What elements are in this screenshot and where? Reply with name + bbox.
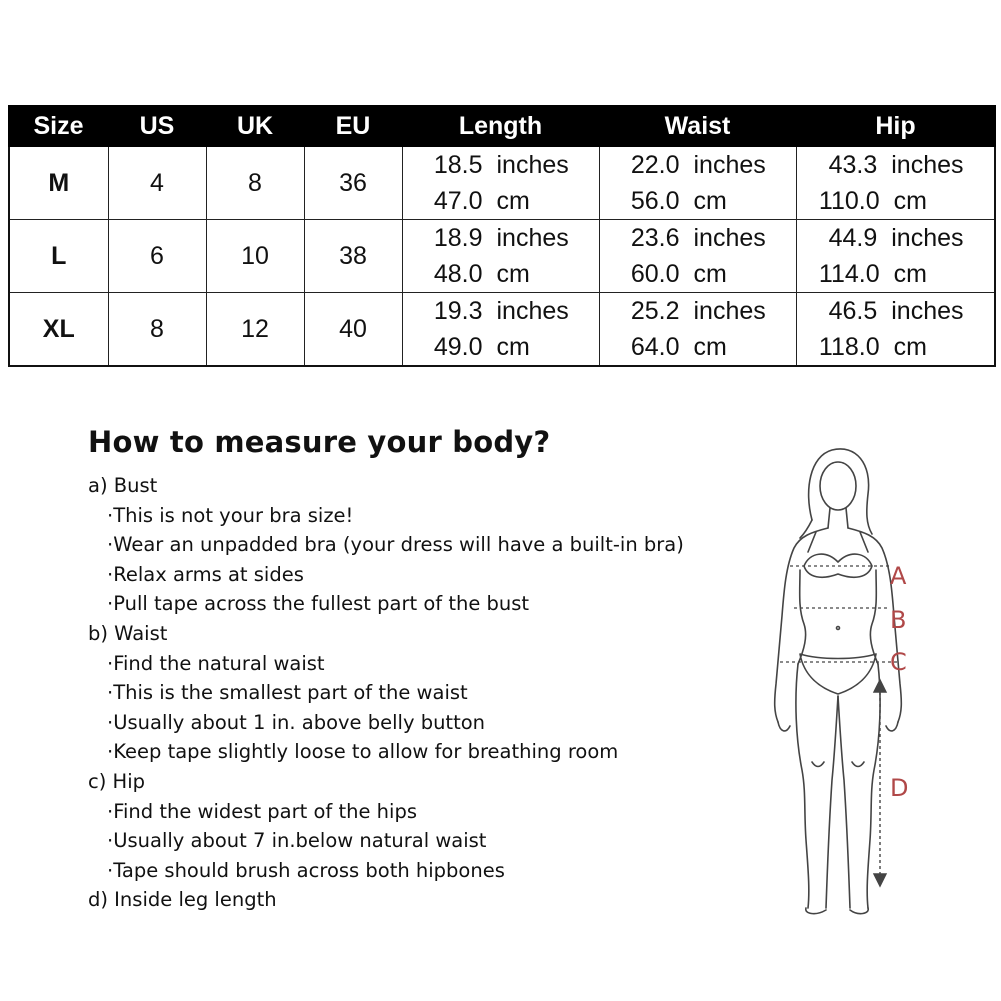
us-cell: 8 (108, 293, 206, 367)
size-cell: L (9, 220, 108, 293)
measurement-value: 48.0 (433, 260, 483, 288)
hip-cm-line (797, 256, 995, 292)
measurement-unit: inches (693, 151, 766, 179)
measurement-value: 43.3 (828, 151, 878, 179)
waist-cm-line (600, 329, 796, 365)
length-cm-line (403, 256, 599, 292)
waist-inches-line (600, 147, 796, 183)
body-outline (775, 449, 902, 914)
measure-lines (780, 566, 898, 662)
guide-item-row (88, 856, 684, 886)
measurement-value: 118.0 (818, 333, 880, 361)
measurement-value: 64.0 (630, 333, 680, 361)
guide-item-row (88, 501, 684, 531)
measurement-value: 18.5 (433, 151, 483, 179)
measurement-unit: cm (893, 333, 927, 361)
measurement-unit: inches (891, 297, 964, 325)
hip-inches-line (797, 293, 995, 329)
uk-cell: 8 (206, 146, 304, 220)
guide-item-row (88, 560, 684, 590)
waist-inches-line (600, 293, 796, 329)
us-cell: 4 (108, 146, 206, 220)
measure-guide (88, 425, 684, 915)
guide-item: This is the smallest part of the waist (113, 681, 468, 705)
label-d: D (890, 774, 909, 802)
guide-item-row (88, 530, 684, 560)
hip-cm-line (797, 329, 995, 365)
eu-cell: 36 (304, 146, 402, 220)
eu-cell: 40 (304, 293, 402, 367)
guide-item: Relax arms at sides (113, 562, 304, 586)
guide-item: Wear an unpadded bra (your dress will have a built-in bra) (113, 533, 684, 557)
guide-item-row (88, 826, 684, 856)
measurement-unit: inches (496, 297, 569, 325)
waist-cm-line (600, 183, 796, 219)
measurement-value: 110.0 (818, 187, 880, 215)
guide-item-row (88, 678, 684, 708)
guide-item: Find the widest part of the hips (113, 799, 417, 823)
hip-cell (796, 146, 995, 220)
guide-section-label: b) Waist (88, 621, 168, 645)
measurement-value: 44.9 (828, 224, 878, 252)
measurement-unit: cm (693, 260, 727, 288)
guide-item-row (88, 737, 684, 767)
measurement-value: 23.6 (630, 224, 680, 252)
uk-cell: 12 (206, 293, 304, 367)
column-header: Hip (796, 106, 995, 146)
label-c: C (890, 648, 907, 676)
measurement-value: 22.0 (630, 151, 680, 179)
guide-item: Usually about 7 in.below natural waist (113, 829, 487, 853)
measurement-unit: inches (891, 224, 964, 252)
length-inches-line (403, 147, 599, 183)
hip-inches-line (797, 147, 995, 183)
guide-item-row (88, 649, 684, 679)
table-row (9, 220, 995, 293)
column-header: UK (206, 106, 304, 146)
measurement-unit: cm (496, 260, 530, 288)
length-cell (402, 146, 599, 220)
measurement-value: 47.0 (433, 187, 483, 215)
measurement-unit: inches (891, 151, 964, 179)
waist-cell (599, 146, 796, 220)
guide-item: Usually about 1 in. above belly button (113, 710, 486, 734)
table-row (9, 146, 995, 220)
column-header: Length (402, 106, 599, 146)
guide-item: Pull tape across the fullest part of the bust (113, 592, 530, 616)
guide-title: How to measure your body? (88, 425, 551, 459)
table-row (9, 293, 995, 367)
measurement-unit: inches (693, 297, 766, 325)
length-cell (402, 220, 599, 293)
size-cell: XL (9, 293, 108, 367)
table-body (9, 146, 995, 366)
measurement-unit: inches (496, 224, 569, 252)
body-measurement-figure (760, 440, 1000, 920)
measurement-unit: cm (893, 187, 927, 215)
size-chart-table (8, 105, 996, 367)
length-inches-line (403, 293, 599, 329)
guide-item: This is not your bra size! (113, 503, 354, 527)
inside-leg-arrow (874, 680, 886, 886)
guide-item: Keep tape slightly loose to allow for breathing room (113, 740, 619, 764)
guide-section-label: a) Bust (88, 474, 158, 497)
column-header: EU (304, 106, 402, 146)
measurement-unit: cm (893, 260, 927, 288)
guide-item-row (88, 589, 684, 619)
guide-item-row (88, 708, 684, 738)
us-cell: 6 (108, 220, 206, 293)
guide-item-row (88, 797, 684, 827)
hip-cell (796, 293, 995, 367)
table-header-row (9, 106, 995, 146)
label-b: B (890, 606, 907, 634)
measurement-value: 25.2 (630, 297, 680, 325)
measurement-value: 56.0 (630, 187, 680, 215)
guide-item: Tape should brush across both hipbones (113, 858, 505, 882)
waist-cell (599, 293, 796, 367)
measurement-unit: cm (496, 333, 530, 361)
column-header: US (108, 106, 206, 146)
hip-cell (796, 220, 995, 293)
column-header: Waist (599, 106, 796, 146)
guide-item: Find the natural waist (113, 651, 325, 675)
size-cell: M (9, 146, 108, 220)
length-cell (402, 293, 599, 367)
waist-cm-line (600, 256, 796, 292)
length-inches-line (403, 220, 599, 256)
guide-section-label: c) Hip (88, 769, 145, 793)
measurement-unit: cm (693, 187, 727, 215)
length-cm-line (403, 329, 599, 365)
waist-cell (599, 220, 796, 293)
measurement-unit: cm (496, 187, 530, 215)
label-a: A (890, 562, 907, 590)
measurement-value: 60.0 (630, 260, 680, 288)
guide-list (88, 471, 684, 915)
measurement-value: 49.0 (433, 333, 483, 361)
measurement-unit: inches (496, 151, 569, 179)
measurement-unit: inches (693, 224, 766, 252)
measurement-value: 19.3 (433, 297, 483, 325)
measurement-value: 46.5 (828, 297, 878, 325)
uk-cell: 10 (206, 220, 304, 293)
length-cm-line (403, 183, 599, 219)
waist-inches-line (600, 220, 796, 256)
column-header: Size (9, 106, 108, 146)
hip-cm-line (797, 183, 995, 219)
hip-inches-line (797, 220, 995, 256)
eu-cell: 38 (304, 220, 402, 293)
guide-section-label: d) Inside leg length (88, 888, 277, 912)
measurement-value: 114.0 (818, 260, 880, 288)
measurement-unit: cm (693, 333, 727, 361)
measurement-value: 18.9 (433, 224, 483, 252)
